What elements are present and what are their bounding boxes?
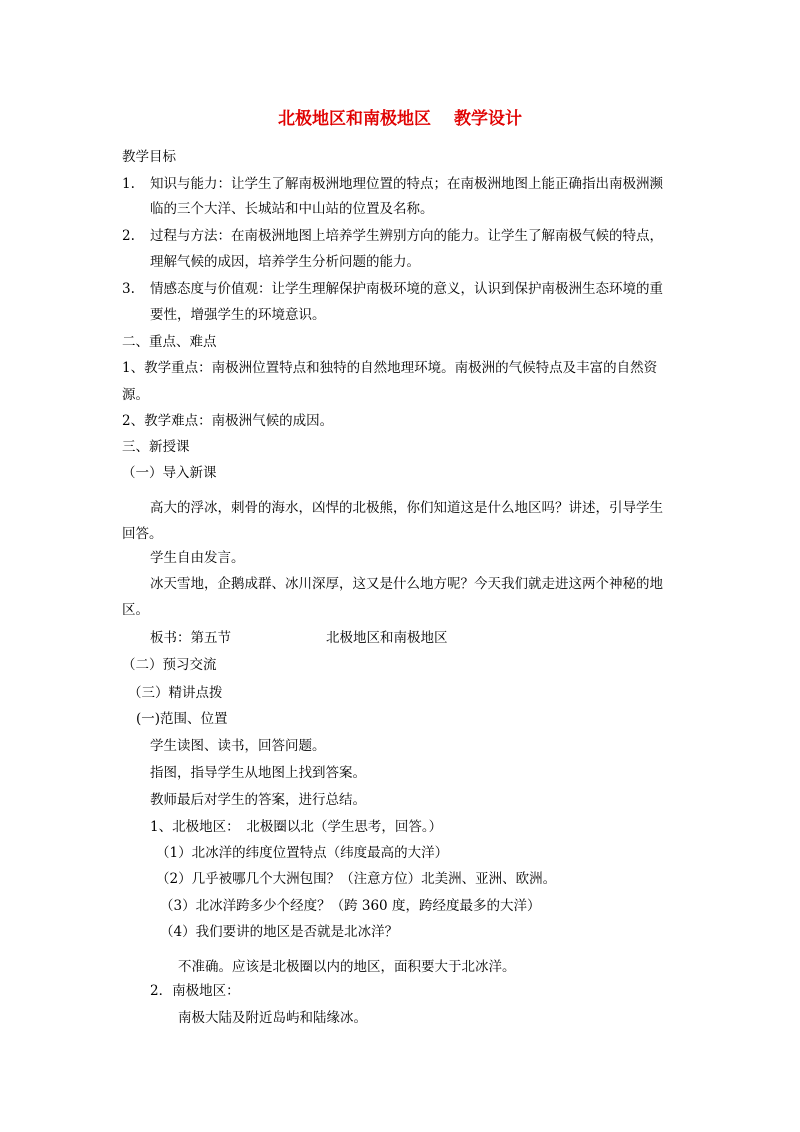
objectives-heading: 教学目标 [122, 149, 176, 165]
intro-paragraph-1-line1: 高大的浮冰，刺骨的海水，凶悍的北极熊，你们知道这是什么地区吗？讲述，引导学生 [150, 500, 663, 516]
preview-heading: （二）预习交流 [122, 657, 217, 673]
question-4-answer: 不准确。应该是北极圈以内的地区，面积要大于北冰洋。 [178, 959, 516, 975]
objective-1-text: 知识与能力：让学生了解南极洲地理位置的特点；在南极洲地图上能正确指出南极洲濒 [150, 176, 663, 192]
question-1: （1）北冰洋的纬度位置特点（纬度最高的大洋） [156, 845, 449, 861]
objective-2-line2: 理解气候的成因，培养学生分析问题的能力。 [150, 254, 420, 270]
objective-3-line2: 要性，增强学生的环境意识。 [150, 307, 326, 323]
board-title: 北极地区和南极地区 [326, 630, 448, 646]
new-lesson-heading: 三、新授课 [122, 439, 190, 455]
arctic-region: 1、北极地区： 北极圈以北（学生思考，回答。） [150, 819, 443, 835]
question-2: （2）几乎被哪几个大洲包围？（注意方位）北美洲、亚洲、欧洲。 [156, 871, 557, 887]
step-1: 学生读图、读书，回答问题。 [150, 738, 326, 754]
scope-heading: (一)范围、位置 [136, 711, 228, 727]
key-points-heading: 二、重点、难点 [122, 334, 217, 350]
step-3: 教师最后对学生的答案，进行总结。 [150, 792, 366, 808]
question-4: （4）我们要讲的地区是否就是北冰洋？ [160, 924, 399, 940]
step-2: 指图，指导学生从地图上找到答案。 [150, 765, 366, 781]
key-point-1-line1: 1、教学重点：南极洲位置特点和独特的自然地理环境。南极洲的气候特点及丰富的自然资 [122, 360, 658, 376]
intro-paragraph-2: 学生自由发言。 [150, 550, 245, 566]
question-3: （3）北冰洋跨多少个经度？（跨 360 度，跨经度最多的大洋） [160, 898, 541, 914]
intro-paragraph-1-line2: 回答。 [122, 526, 163, 542]
key-point-1-line2: 源。 [122, 387, 149, 403]
objective-1-line2: 临的三个大洋、长城站和中山站的位置及名称。 [150, 201, 434, 217]
objective-3-text: 情感态度与价值观：让学生理解保护南极环境的意义，认识到保护南极洲生态环境的重 [150, 281, 663, 297]
objective-1-line1 [122, 174, 663, 194]
key-point-2: 2、教学难点：南极洲气候的成因。 [122, 413, 334, 429]
explain-heading: （三）精讲点拨 [128, 685, 223, 701]
objective-3-number: 3. [122, 281, 135, 297]
objective-2-number: 2. [122, 228, 135, 244]
objective-1-number: 1. [122, 176, 135, 192]
document-title: 北极地区和南极地区 教学设计 [278, 109, 522, 129]
antarctic-description: 南极大陆及附近岛屿和陆缘冰。 [178, 1010, 367, 1026]
intro-paragraph-3-line2: 区。 [122, 602, 149, 618]
board-label: 板书：第五节 [150, 630, 231, 646]
objective-2-line1 [122, 226, 663, 246]
intro-paragraph-3-line1: 冰天雪地，企鹅成群、冰川深厚，这又是什么地方呢？今天我们就走进这两个神秘的地 [150, 576, 663, 592]
intro-heading: （一）导入新课 [122, 465, 217, 481]
objective-3-line1 [122, 279, 663, 299]
antarctic-region: 2．南极地区： [150, 983, 240, 999]
objective-2-text: 过程与方法：在南极洲地图上培养学生辨别方向的能力。让学生了解南极气候的特点， [150, 228, 663, 244]
